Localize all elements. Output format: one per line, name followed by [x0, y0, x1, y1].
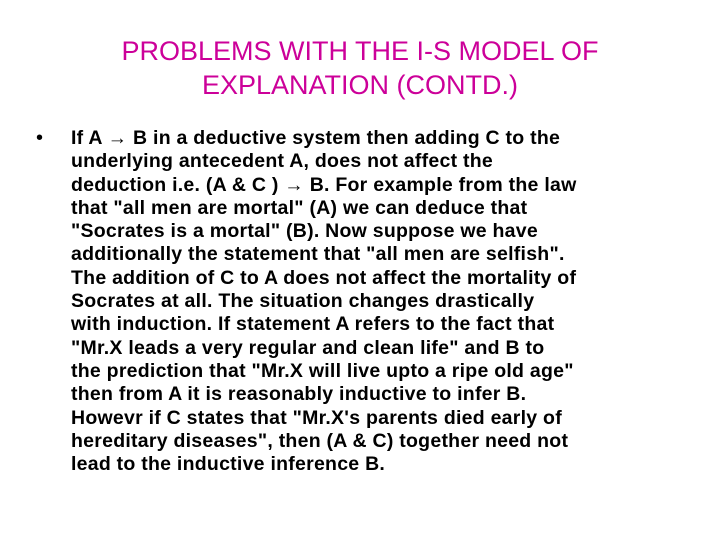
- body-line-3: deduction i.e. (A & C ) → B. For example from the law: [71, 173, 577, 196]
- slide-title: [40, 34, 680, 102]
- body-line-8: Socrates at all. The situation changes drastically: [71, 290, 535, 313]
- body-line-7: The addition of C to A does not affect the mortality of: [71, 266, 577, 289]
- body-line-9: with induction. If statement A refers to the fact that: [71, 313, 555, 336]
- body-line-6: additionally the statement that "all men are selfish".: [71, 243, 565, 266]
- body-line-5: "Socrates is a mortal" (B). Now suppose we have: [71, 220, 538, 243]
- body-line-11: the prediction that "Mr.X will live upto a ripe old age": [71, 359, 574, 382]
- bullet-item: [0, 127, 691, 476]
- body-line-2: underlying antecedent A, does not affect the: [71, 150, 493, 173]
- title-line-2: EXPLANATION (CONTD.): [201, 70, 519, 100]
- body-line-15: lead to the inductive inference B.: [71, 453, 386, 476]
- bullet-icon: •: [36, 127, 44, 149]
- bullet-list: [0, 127, 691, 476]
- body-line-4: that "all men are mortal" (A) we can deduce that: [71, 196, 528, 219]
- body-line-14: hereditary diseases", then (A & C) together need not: [71, 429, 569, 452]
- body-line-13: Howevr if C states that "Mr.X's parents died early of: [71, 406, 562, 429]
- title-line-1: PROBLEMS WITH THE I-S MODEL OF: [121, 36, 599, 66]
- body-line-12: then from A it is reasonably inductive to infer B.: [71, 383, 527, 406]
- body-line-10: "Mr.X leads a very regular and clean life" and B to: [71, 336, 545, 359]
- body-line-1: If A → B in a deductive system then adding C to the: [71, 127, 561, 149]
